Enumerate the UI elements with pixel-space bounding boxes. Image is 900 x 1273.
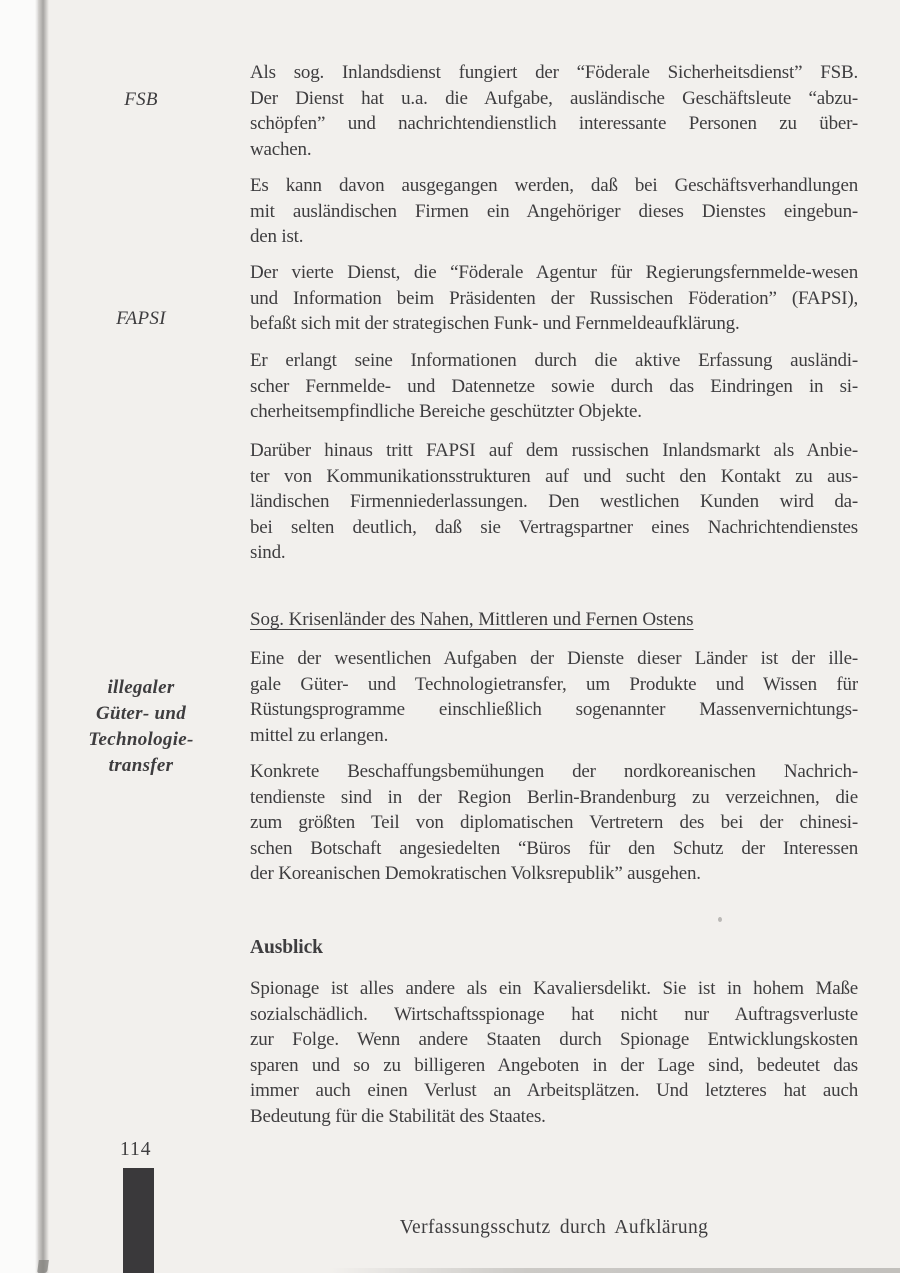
scan-left-margin bbox=[0, 0, 38, 1273]
text-line: den ist. bbox=[250, 226, 304, 247]
text-line: Als sog. Inlandsdienst fungiert der “Föderale Sicherheitsdienst” FSB. bbox=[250, 62, 858, 83]
margin-label-fsb: FSB bbox=[124, 89, 158, 110]
paragraph-north-korea bbox=[250, 759, 858, 887]
paragraph-fapsi-market bbox=[250, 438, 858, 566]
text-line: schen Botschaft angesiedelten “Büros für den Schutz der Interessen bbox=[250, 837, 858, 859]
text-line: Rüstungsprogramme einschließlich sogenannter Massenvernichtungs- bbox=[250, 699, 858, 720]
paragraph-fsb-negotiations bbox=[250, 173, 858, 250]
text-line: wachen. bbox=[250, 138, 312, 160]
text-line: zur Folge. Wenn andere Staaten durch Spionage Entwicklungskosten bbox=[250, 1029, 858, 1050]
margin-label-fapsi: FAPSI bbox=[116, 308, 166, 329]
text-line: illegaler bbox=[107, 677, 175, 698]
text-line: Güter- und bbox=[95, 703, 187, 724]
text-line: Darüber hinaus tritt FAPSI auf dem russischen Inlandsmarkt als Anbie- bbox=[250, 440, 858, 461]
text-line: sparen und so zu billigeren Angeboten in der Lage sind, bedeutet das bbox=[250, 1054, 858, 1076]
section-heading-crisis-countries: Sog. Krisenländer des Nahen, Mittleren und Fernen Ostens bbox=[250, 609, 694, 630]
text-line: und Information beim Präsidenten der Russischen Föderation” (FAPSI), bbox=[250, 287, 858, 309]
text-line: Der Dienst hat u.a. die Aufgabe, ausländische Geschäftsleute “abzu- bbox=[250, 87, 858, 109]
page-bottom-shadow bbox=[330, 1268, 900, 1273]
page-edge-shadow bbox=[35, 0, 49, 1273]
text-line: der Koreanischen Demokratischen Volksrepublik” ausgehen. bbox=[250, 863, 701, 884]
text-line: Bedeutung für die Stabilität des Staates. bbox=[250, 1105, 546, 1127]
page-number: 114 bbox=[120, 1139, 152, 1160]
text-line: mit ausländischen Firmen ein Angehöriger dieses Dienstes eingebun- bbox=[250, 200, 858, 222]
section-heading-outlook: Ausblick bbox=[250, 937, 323, 958]
footer-motto: Verfassungsschutz durch Aufklärung bbox=[399, 1217, 709, 1238]
text-line: tendienste sind in der Region Berlin-Brandenburg zu verzeichnen, die bbox=[250, 786, 858, 808]
text-line: Konkrete Beschaffungsbemühungen der nordkoreanischen Nachrich- bbox=[250, 761, 858, 782]
text-line: sind. bbox=[250, 542, 286, 563]
text-line: bei selten deutlich, daß sie Vertragspartner eines Nachrichtendienstes bbox=[250, 516, 858, 538]
text-line: schöpfen” und nachrichtendienstlich interessante Personen zu über- bbox=[250, 113, 858, 134]
text-line: mittel zu erlangen. bbox=[250, 724, 389, 746]
text-line: befaßt sich mit der strategischen Funk- und Fernmeldeaufklärung. bbox=[250, 313, 740, 334]
text-line: transfer bbox=[108, 755, 174, 776]
text-line: Eine der wesentlichen Aufgaben der Dienste dieser Länder ist der ille- bbox=[250, 648, 858, 669]
text-line: cherheitsempfindliche Bereiche geschützter Objekte. bbox=[250, 401, 642, 422]
text-line: Der vierte Dienst, die “Föderale Agentur für Regierungsfernmelde-wesen bbox=[250, 262, 858, 283]
page-number-bar bbox=[123, 1168, 154, 1273]
paragraph-fapsi-intro bbox=[250, 260, 858, 337]
margin-label-illegal-transfer bbox=[55, 675, 227, 779]
paragraph-fapsi-methods bbox=[250, 348, 858, 425]
text-line: zum größten Teil von diplomatischen Vertretern des bei der chinesi- bbox=[250, 812, 858, 833]
text-line: Er erlangt seine Informationen durch die aktive Erfassung ausländi- bbox=[250, 350, 858, 371]
text-line: Es kann davon ausgegangen werden, daß bei Geschäftsverhandlungen bbox=[250, 175, 858, 196]
text-line: ter von Kommunikationsstrukturen auf und sucht den Kontakt zu aus- bbox=[250, 465, 858, 487]
paragraph-fsb-intro bbox=[250, 60, 858, 162]
scan-speck bbox=[718, 917, 722, 922]
paragraph-outlook bbox=[250, 976, 858, 1129]
text-line: Spionage ist alles andere als ein Kavaliersdelikt. Sie ist in hohem Maße bbox=[250, 978, 858, 999]
text-line: sozialschädlich. Wirtschaftsspionage hat nicht nur Auftragsverluste bbox=[250, 1003, 858, 1025]
text-line: Technologie- bbox=[88, 729, 194, 750]
paragraph-crisis-tasks bbox=[250, 646, 858, 748]
text-line: scher Fernmelde- und Datennetze sowie durch das Eindringen in si- bbox=[250, 375, 858, 397]
text-line: gale Güter- und Technologietransfer, um Produkte und Wissen für bbox=[250, 673, 858, 695]
text-line: immer auch einen Verlust an Arbeitsplätzen. Und letzteres hat auch bbox=[250, 1080, 858, 1101]
page-edge-shadow-foot bbox=[37, 1260, 49, 1273]
text-line: ländischen Firmenniederlassungen. Den westlichen Kunden wird da- bbox=[250, 491, 858, 512]
